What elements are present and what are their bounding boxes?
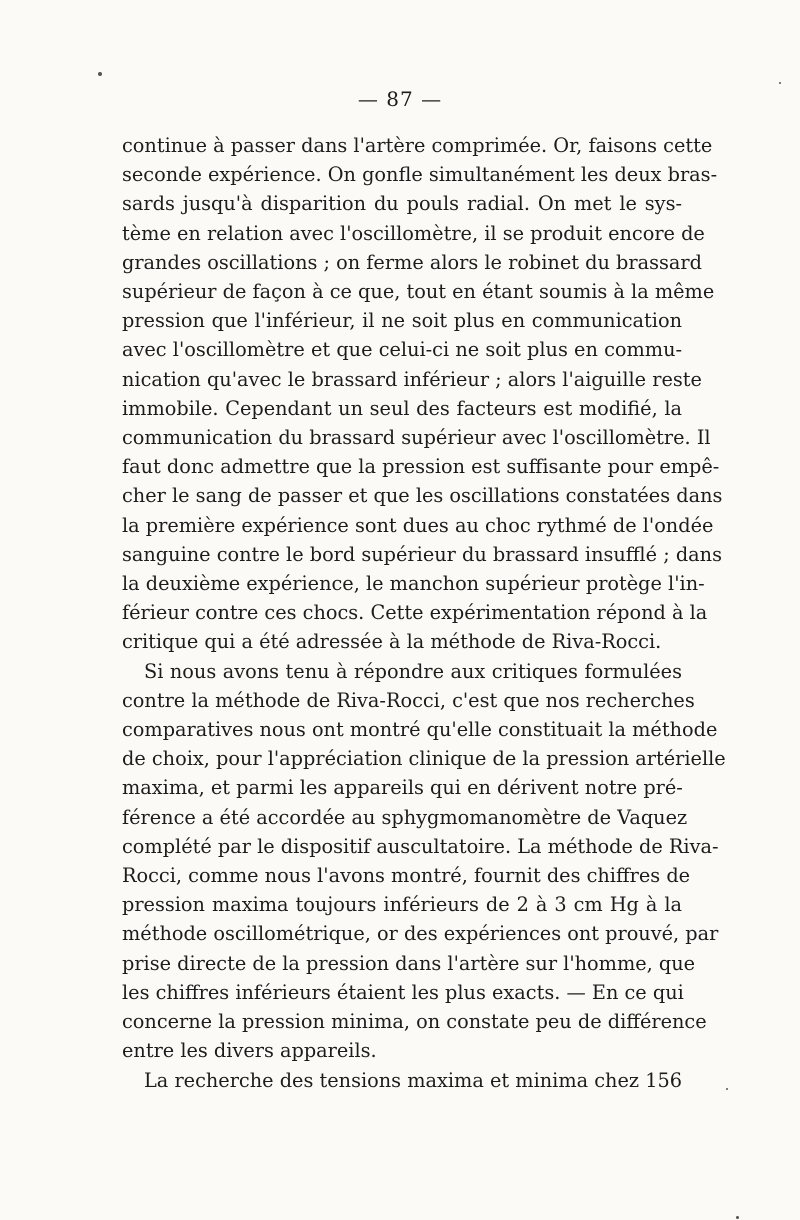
text-line: avec l'oscillomètre et que celui-ci ne soit plus en commu- <box>122 338 682 362</box>
text-line: entre les divers appareils. <box>122 1039 377 1063</box>
text-line: cher le sang de passer et que les oscillations constatées dans <box>122 484 723 508</box>
body-text <box>122 131 726 1095</box>
text-line: communication du brassard supérieur avec l'oscillomètre. Il <box>122 426 711 450</box>
text-line: concerne la pression minima, on constate peu de différence <box>122 1010 707 1034</box>
text-line: férence a été accordée au sphygmomanomètre de Vaquez <box>122 805 688 829</box>
paper-speck <box>736 1216 739 1219</box>
text-line: Si nous avons tenu à répondre aux critiques formulées <box>144 659 682 683</box>
text-line: férieur contre ces chocs. Cette expérimentation répond à la <box>122 601 708 625</box>
text-line: pression maxima toujours inférieurs de 2 à 3 cm Hg à la <box>122 893 682 917</box>
text-line: complété par le dispositif auscultatoire. La méthode de Riva- <box>122 834 719 858</box>
text-line: de choix, pour l'appréciation clinique de la pression artérielle <box>122 747 726 771</box>
text-line: la première expérience sont dues au choc rythmé de l'ondée <box>122 513 714 537</box>
text-line: critique qui a été adressée à la méthode de Riva-Rocci. <box>122 630 662 654</box>
page-number: — 87 — <box>357 87 443 111</box>
text-line: méthode oscillométrique, or des expériences ont prouvé, par <box>122 922 719 946</box>
paper-speck <box>779 82 781 84</box>
text-line: seconde expérience. On gonfle simultanément les deux bras- <box>122 163 718 187</box>
paper-speck <box>98 72 102 76</box>
text-line: immobile. Cependant un seul des facteurs est modifié, la <box>122 396 682 420</box>
text-line: tème en relation avec l'oscillomètre, il se produit encore de <box>122 221 705 245</box>
text-line: prise directe de la pression dans l'artère sur l'homme, que <box>122 951 696 975</box>
text-line: sards jusqu'à disparition du pouls radial. On met le sys- <box>122 192 682 216</box>
text-line: continue à passer dans l'artère comprimée. Or, faisons cette <box>122 134 713 157</box>
text-line: nication qu'avec le brassard inférieur ; alors l'aiguille reste <box>122 367 702 391</box>
text-line: supérieur de façon à ce que, tout en étant soumis à la même <box>122 280 715 304</box>
text-line: pression que l'inférieur, il ne soit plus en communication <box>122 309 682 333</box>
text-line: les chiffres inférieurs étaient les plus exacts. — En ce qui <box>122 980 684 1004</box>
text-line: faut donc admettre que la pression est suffisante pour empê- <box>122 455 720 479</box>
text-line: La recherche des tensions maxima et minima chez 156 <box>144 1068 682 1092</box>
text-line: sanguine contre le bord supérieur du brassard insufflé ; dans <box>122 542 722 566</box>
text-line: la deuxième expérience, le manchon supérieur protège l'in- <box>122 572 705 596</box>
text-line: Rocci, comme nous l'avons montré, fournit des chiffres de <box>122 864 691 888</box>
text-line: contre la méthode de Riva-Rocci, c'est que nos recherches <box>122 688 695 712</box>
text-line: comparatives nous ont montré qu'elle constituait la méthode <box>122 718 718 742</box>
text-line: grandes oscillations ; on ferme alors le robinet du brassard <box>122 250 702 274</box>
paper-speck <box>726 1088 728 1090</box>
text-line: maxima, et parmi les appareils qui en dérivent notre pré- <box>122 776 683 800</box>
